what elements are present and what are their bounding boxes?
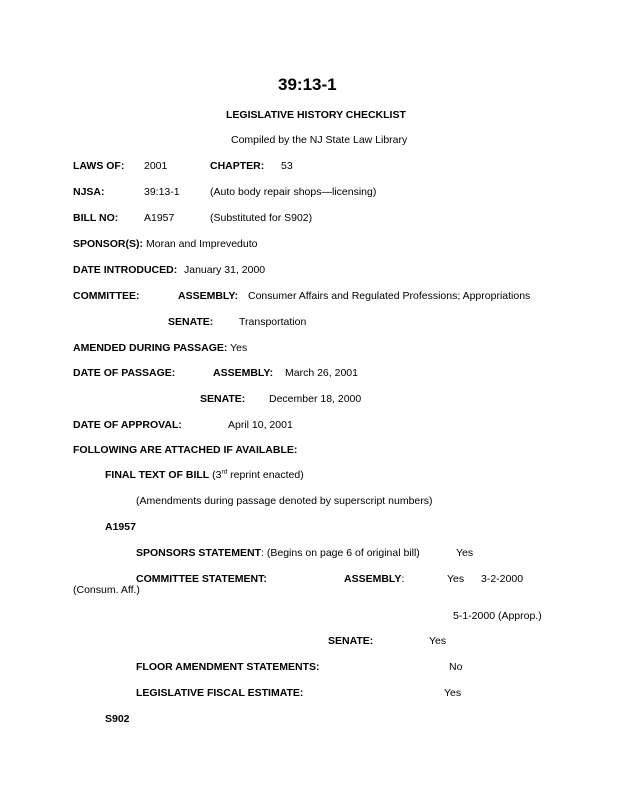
final-text-note-pre: (3	[212, 469, 222, 481]
bill-no-label: BILL NO:	[73, 212, 119, 224]
bill-no-note: (Substituted for S902)	[210, 212, 313, 224]
committee-assembly-value: Consumer Affairs and Regulated Professions; Appropriations	[248, 290, 531, 302]
amended-line	[73, 343, 247, 354]
committee-senate-value: Transportation	[239, 316, 307, 328]
date-introduced-label: DATE INTRODUCED:	[73, 264, 178, 276]
fiscal-estimate-label: LEGISLATIVE FISCAL ESTIMATE:	[136, 687, 304, 699]
date-of-passage-label: DATE OF PASSAGE:	[73, 367, 176, 379]
s902-label: S902	[105, 713, 130, 725]
cs-senate-label: SENATE:	[328, 635, 374, 647]
following-attached-label: FOLLOWING ARE ATTACHED IF AVAILABLE:	[73, 444, 298, 456]
cs-assembly-committee: (Consum. Aff.)	[73, 584, 140, 596]
date-of-approval-value: April 10, 2001	[228, 419, 293, 431]
checklist-heading: LEGISLATIVE HISTORY CHECKLIST	[226, 109, 406, 121]
sponsors-statement-value: Yes	[456, 547, 474, 559]
sponsors-value: Moran and Impreveduto	[146, 238, 258, 250]
chapter-label: CHAPTER:	[210, 160, 265, 172]
amended-label: AMENDED DURING PASSAGE:	[73, 342, 228, 354]
final-text-line	[105, 470, 304, 481]
cs-assembly-value: Yes	[447, 573, 465, 585]
committee-statement-label: COMMITTEE STATEMENT:	[136, 573, 267, 585]
chapter-value: 53	[281, 160, 293, 172]
sponsors-statement-line	[136, 548, 420, 559]
date-of-approval-label: DATE OF APPROVAL:	[73, 419, 182, 431]
committee-assembly-label: ASSEMBLY:	[178, 290, 239, 302]
cs-assembly-date2: 5-1-2000 (Approp.)	[453, 610, 542, 622]
amended-value: Yes	[230, 342, 248, 354]
final-text-note-post: reprint enacted)	[227, 469, 304, 481]
cs-assembly-line	[344, 574, 404, 585]
bill-no-value: A1957	[144, 212, 175, 224]
page-title: 39:13-1	[278, 75, 337, 94]
passage-senate-value: December 18, 2000	[269, 393, 362, 405]
cs-assembly-date: 3-2-2000	[481, 573, 524, 585]
a1957-label: A1957	[105, 521, 136, 533]
laws-of-value: 2001	[144, 160, 168, 172]
passage-assembly-value: March 26, 2001	[285, 367, 358, 379]
committee-label: COMMITTEE:	[73, 290, 140, 302]
njsa-note: (Auto body repair shops—licensing)	[210, 186, 377, 198]
sponsors-statement-note: : (Begins on page 6 of original bill)	[261, 547, 420, 559]
sponsors-label: SPONSOR(S):	[73, 238, 144, 250]
passage-assembly-label: ASSEMBLY:	[213, 367, 274, 379]
njsa-label: NJSA:	[73, 186, 105, 198]
committee-senate-label: SENATE:	[168, 316, 214, 328]
floor-amendment-value: No	[449, 661, 463, 673]
laws-of-label: LAWS OF:	[73, 160, 125, 172]
sponsors-statement-label: SPONSORS STATEMENT	[136, 547, 262, 559]
date-introduced-value: January 31, 2000	[184, 264, 266, 276]
fiscal-estimate-value: Yes	[444, 687, 462, 699]
cs-assembly-label: ASSEMBLY	[344, 573, 402, 585]
amendments-note: (Amendments during passage denoted by superscript numbers)	[136, 495, 433, 507]
final-text-label: FINAL TEXT OF BILL	[105, 469, 210, 481]
final-text-note-sup: rd	[221, 468, 228, 476]
cs-senate-value: Yes	[429, 635, 447, 647]
njsa-value: 39:13-1	[144, 186, 180, 198]
cs-assembly-colon: :	[401, 573, 405, 585]
compiled-by: Compiled by the NJ State Law Library	[231, 134, 408, 146]
passage-senate-label: SENATE:	[200, 393, 246, 405]
floor-amendment-label: FLOOR AMENDMENT STATEMENTS:	[136, 661, 320, 673]
